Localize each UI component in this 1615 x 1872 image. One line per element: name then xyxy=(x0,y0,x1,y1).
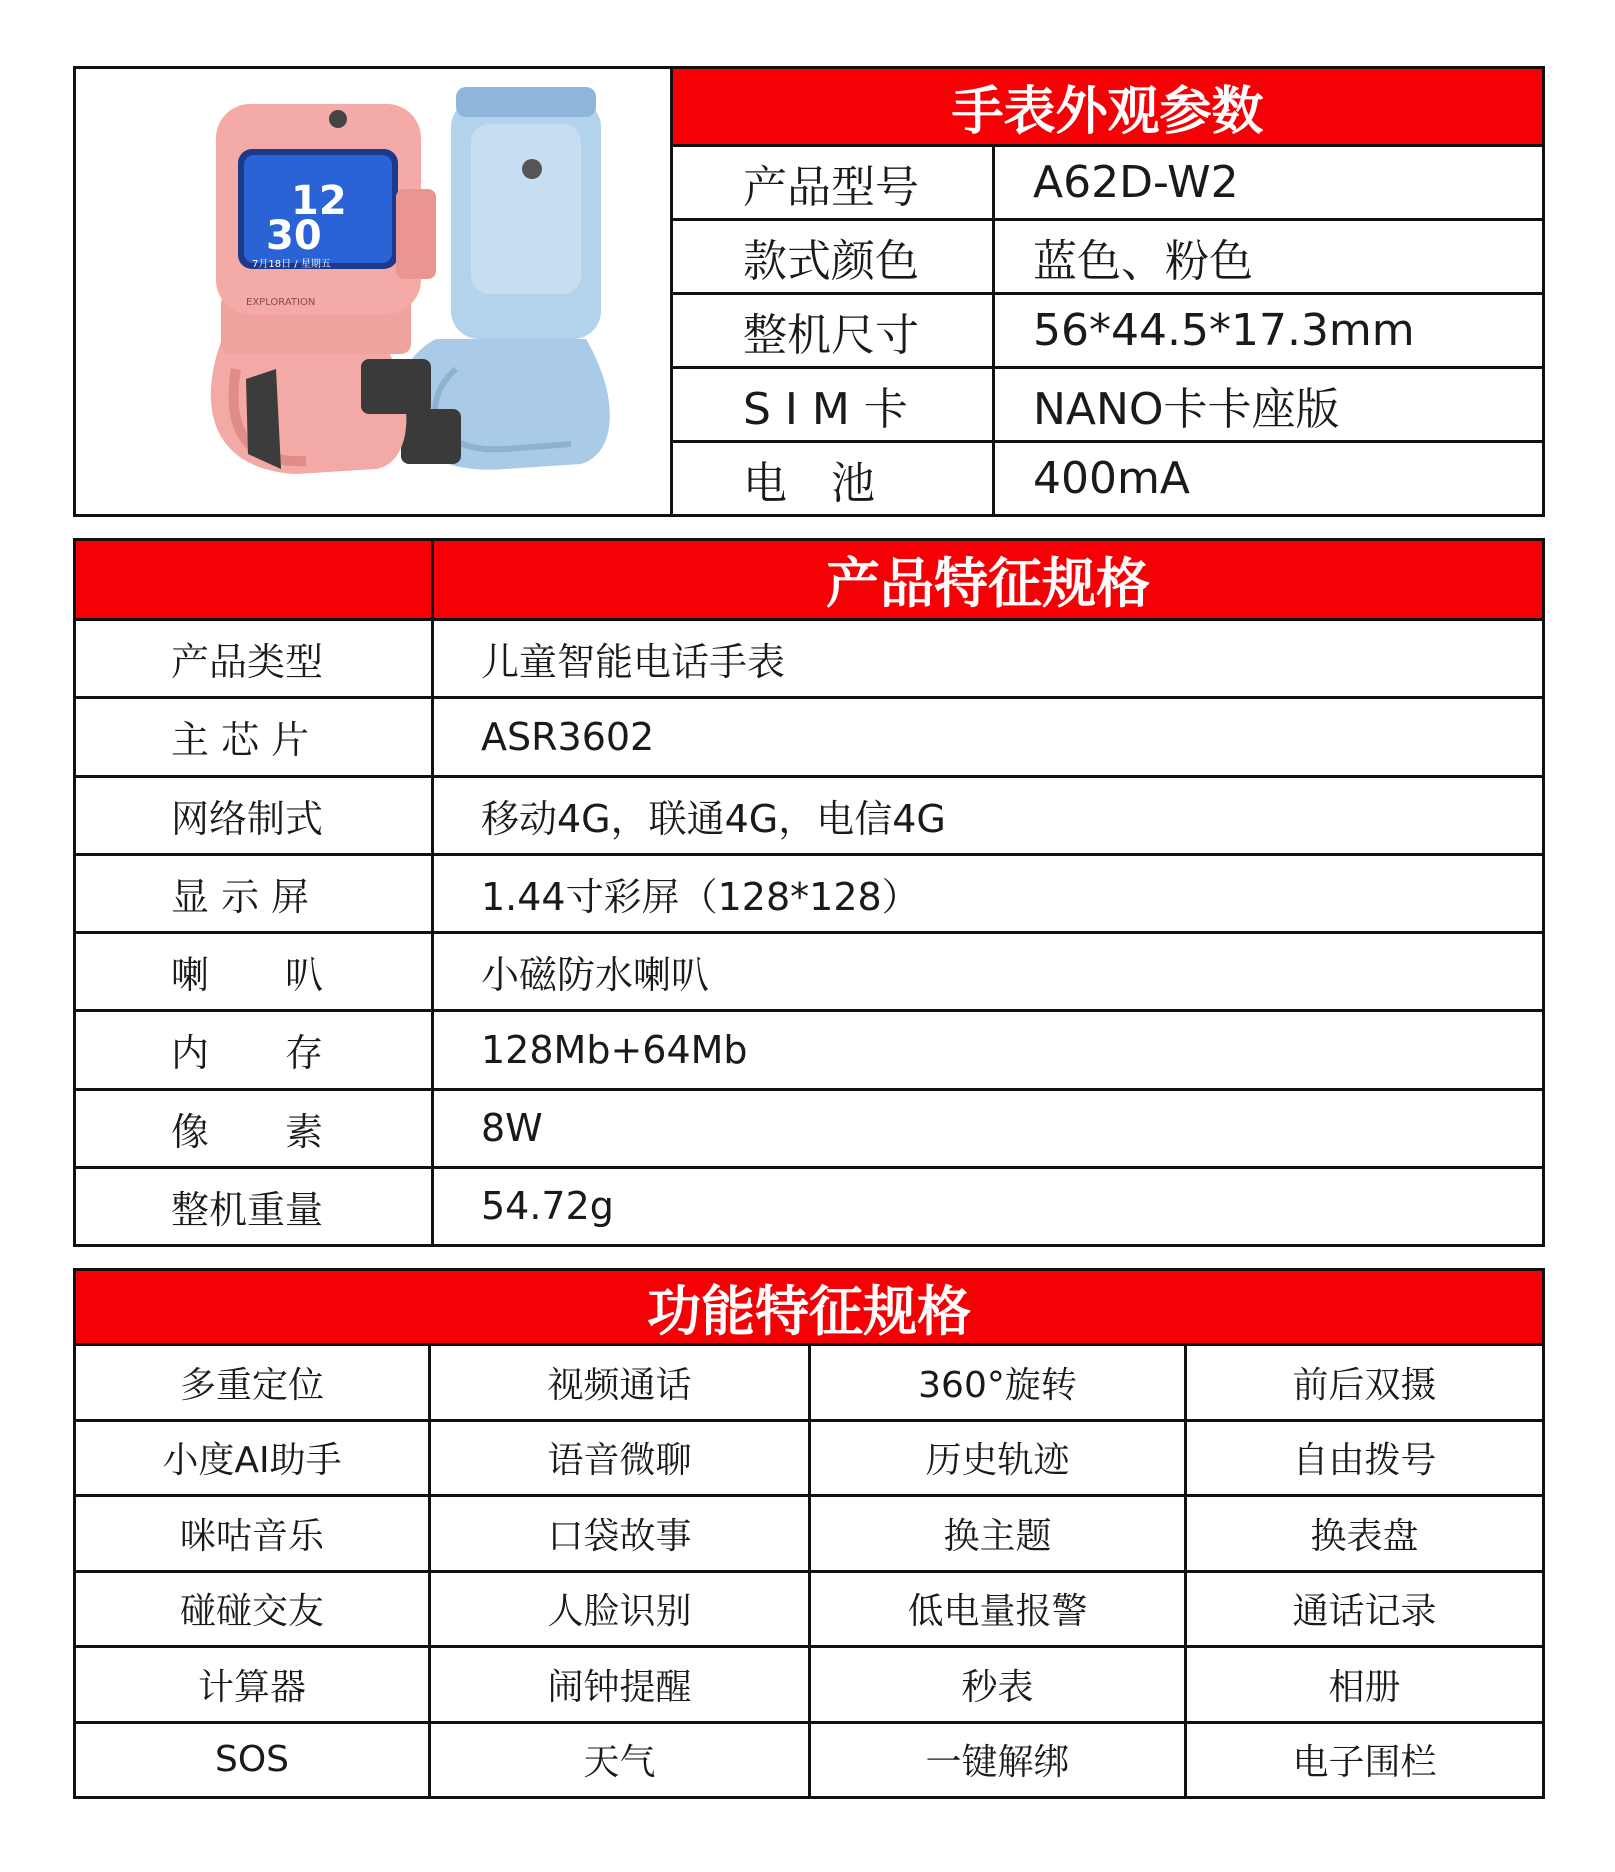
feature-cell: 电子围栏 xyxy=(1292,1742,1437,1784)
feature-cell: 通话记录 xyxy=(1292,1591,1437,1633)
feature-table xyxy=(73,1268,1545,1799)
feature-cell: 一键解绑 xyxy=(811,1724,1187,1797)
feature-cell: 自由拨号 xyxy=(1292,1440,1437,1482)
product-spec-header xyxy=(76,541,1542,618)
row-value: 128Mb+64Mb xyxy=(481,1027,748,1072)
table-row xyxy=(76,775,1542,853)
row-label: SIM卡 xyxy=(673,369,995,440)
product-spec-title: 产品特征规格 xyxy=(434,541,1542,618)
feature-cell: 历史轨迹 xyxy=(811,1422,1187,1495)
feature-cell: 秒表 xyxy=(811,1648,1187,1721)
row-label: 像 素 xyxy=(76,1091,434,1166)
table-row xyxy=(76,1570,1542,1646)
table-row xyxy=(76,1009,1542,1087)
appearance-table xyxy=(73,66,1545,517)
table-row xyxy=(673,292,1542,366)
feature-cell: 天气 xyxy=(431,1724,811,1797)
row-value: 小磁防水喇叭 xyxy=(481,953,710,998)
row-label: 电 池 xyxy=(673,443,995,514)
feature-cell: 口袋故事 xyxy=(431,1497,811,1570)
table-row xyxy=(673,440,1542,514)
row-label: 款式颜色 xyxy=(673,221,995,292)
row-label: 内 存 xyxy=(76,1012,434,1087)
row-label: 网络制式 xyxy=(76,778,434,853)
row-value: 400mA xyxy=(1033,453,1190,504)
feature-cell: 360°旋转 xyxy=(811,1346,1187,1419)
watch-date: 7月18日 / 星期五 xyxy=(252,259,331,270)
row-value: 移动4G，联通4G，电信4G xyxy=(481,796,946,841)
feature-cell: 相册 xyxy=(1328,1666,1401,1708)
table-row xyxy=(76,931,1542,1009)
row-label: 整机尺寸 xyxy=(673,295,995,366)
row-label: 产品类型 xyxy=(76,621,434,696)
watch-photo xyxy=(76,69,673,514)
watch-time-hour: 12 xyxy=(291,178,347,224)
row-label: 主 芯 片 xyxy=(76,699,434,774)
feature-cell: 人脸识别 xyxy=(431,1573,811,1646)
feature-cell: 碰碰交友 xyxy=(76,1573,431,1646)
row-value: ASR3602 xyxy=(481,714,655,759)
table-row xyxy=(673,218,1542,292)
table-row xyxy=(76,1166,1542,1244)
row-value: NANO卡卡座版 xyxy=(1033,383,1340,435)
table-row xyxy=(76,1494,1542,1570)
feature-cell: 视频通话 xyxy=(431,1346,811,1419)
feature-cell: 换主题 xyxy=(811,1497,1187,1570)
feature-cell: 小度AI助手 xyxy=(76,1422,431,1495)
table-row xyxy=(76,1088,1542,1166)
feature-cell: 换表盘 xyxy=(1310,1515,1419,1557)
row-label: 喇 叭 xyxy=(76,934,434,1009)
feature-cell: 闹钟提醒 xyxy=(431,1648,811,1721)
row-value: A62D-W2 xyxy=(1033,157,1239,208)
table-row xyxy=(673,144,1542,218)
table-row xyxy=(76,1343,1542,1419)
feature-cell: 咪咕音乐 xyxy=(76,1497,431,1570)
feature-cell: 前后双摄 xyxy=(1292,1364,1437,1406)
row-label: 显 示 屏 xyxy=(76,856,434,931)
feature-cell: 多重定位 xyxy=(76,1346,431,1419)
table-row xyxy=(76,696,1542,774)
feature-cell: 语音微聊 xyxy=(431,1422,811,1495)
table-row xyxy=(76,1721,1542,1797)
table-row xyxy=(76,853,1542,931)
appearance-spec xyxy=(673,69,1542,514)
pink-watch-image xyxy=(211,104,436,474)
feature-cell: SOS xyxy=(76,1724,431,1797)
row-value: 8W xyxy=(481,1106,543,1151)
feature-title: 功能特征规格 xyxy=(76,1271,1542,1343)
table-row xyxy=(673,366,1542,440)
product-spec-table xyxy=(73,538,1545,1247)
feature-cell: 低电量报警 xyxy=(811,1573,1187,1646)
row-value: 儿童智能电话手表 xyxy=(481,640,786,685)
row-label: 产品型号 xyxy=(673,147,995,218)
row-value: 1.44寸彩屏（128*128） xyxy=(481,874,920,919)
appearance-title: 手表外观参数 xyxy=(673,69,1542,144)
table-row xyxy=(76,1645,1542,1721)
row-value: 蓝色、粉色 xyxy=(1033,235,1253,287)
table-row xyxy=(76,618,1542,696)
watch-time-minute: 30 xyxy=(266,213,322,259)
table-row xyxy=(76,1419,1542,1495)
row-label: 整机重量 xyxy=(76,1169,434,1244)
feature-cell: 计算器 xyxy=(76,1648,431,1721)
row-value: 56*44.5*17.3mm xyxy=(1033,305,1415,356)
row-value: 54.72g xyxy=(481,1184,614,1229)
header-blank xyxy=(76,541,434,618)
watch-case-text: EXPLORATION xyxy=(246,297,316,308)
